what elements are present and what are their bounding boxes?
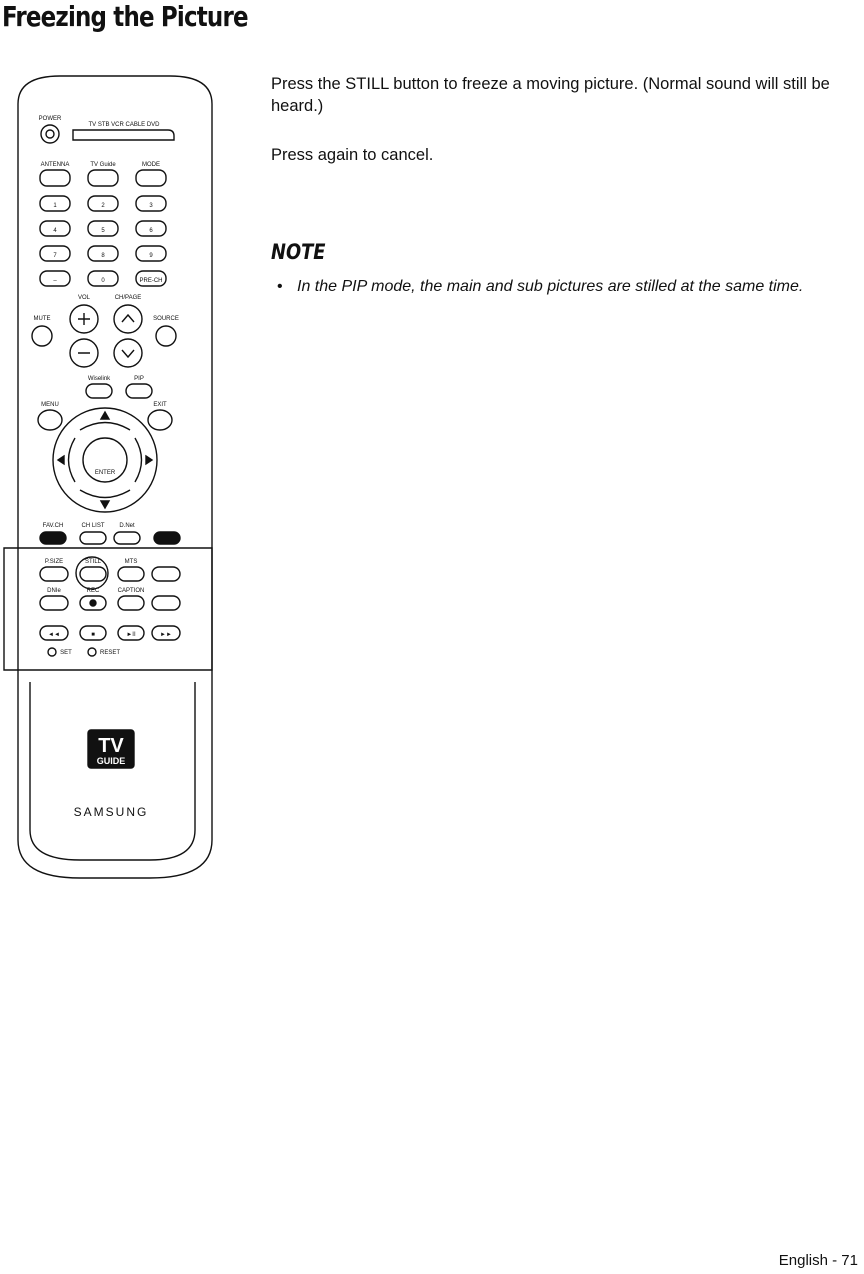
remote-rew-label: ◄◄ [48,632,60,638]
note-list [271,276,846,298]
remote-psize-label: P.SIZE [44,559,64,565]
note-text: In the PIP mode, the main and sub pictures are stilled at the same time. [297,278,804,295]
remote-pip-label: PIP [134,376,144,382]
remote-ff-label: ►► [160,632,172,638]
remote-digit: 3 [149,203,153,209]
page-title: Freezing the Picture [2,0,248,33]
remote-source-label: SOURCE [153,316,179,322]
remote-menu-label: MENU [41,402,59,408]
remote-play-label: ►II [126,632,136,638]
remote-stop-label: ■ [91,632,95,638]
remote-digit: 1 [53,203,57,209]
remote-digit: 7 [53,253,57,259]
remote-prech-label: PRE-CH [139,278,163,284]
instruction-paragraph: Press the STILL button to freeze a moving picture. (Normal sound will still be heard.) [271,75,830,115]
remote-digit: 2 [101,203,105,209]
remote-caption-label: CAPTION [117,588,145,594]
remote-antenna-label: ANTENNA [40,162,70,168]
remote-control-illustration [0,70,230,880]
remote-wiselink-label: Wiselink [87,376,111,382]
remote-dnet-label: D.Net [119,523,135,529]
tvguide-logo-guide: GUIDE [96,756,126,766]
remote-rec-label: REC [86,588,100,594]
remote-still-label: STILL [84,559,102,565]
remote-dnie-label: DNIe [47,588,61,594]
remote-digit: – [53,278,57,284]
remote-digit: 6 [149,228,153,234]
remote-digit: 4 [53,228,57,234]
remote-reset-label: RESET [99,650,121,656]
remote-brand-label: SAMSUNG [73,805,149,819]
remote-digit: 8 [101,253,105,259]
remote-digit: 9 [149,253,153,259]
remote-favch-label: FAV.CH [42,523,64,529]
bullet-icon: • [277,278,283,295]
remote-chpage-label: CH/PAGE [114,295,142,301]
remote-vol-label: VOL [77,295,91,301]
remote-digit: 0 [101,278,105,284]
remote-mode-label: MODE [142,162,160,168]
remote-exit-label: EXIT [153,402,167,408]
note-heading: NOTE [271,240,326,264]
remote-modes-label: TV STB VCR CABLE DVD [88,122,160,128]
remote-power-label: POWER [38,116,62,122]
remote-chlist-label: CH LIST [81,523,105,529]
page-number: English - 71 [778,1252,858,1269]
remote-tvguide-label: TV Guide [90,162,116,168]
remote-set-label: SET [60,650,72,656]
instruction-paragraph: Press again to cancel. [271,146,434,164]
tvguide-logo-tv: TV [98,735,124,757]
remote-digit: 5 [101,228,105,234]
remote-enter-label: ENTER [94,470,116,476]
remote-mute-label: MUTE [33,316,51,322]
note-item [271,276,846,298]
remote-mts-label: MTS [124,559,138,565]
